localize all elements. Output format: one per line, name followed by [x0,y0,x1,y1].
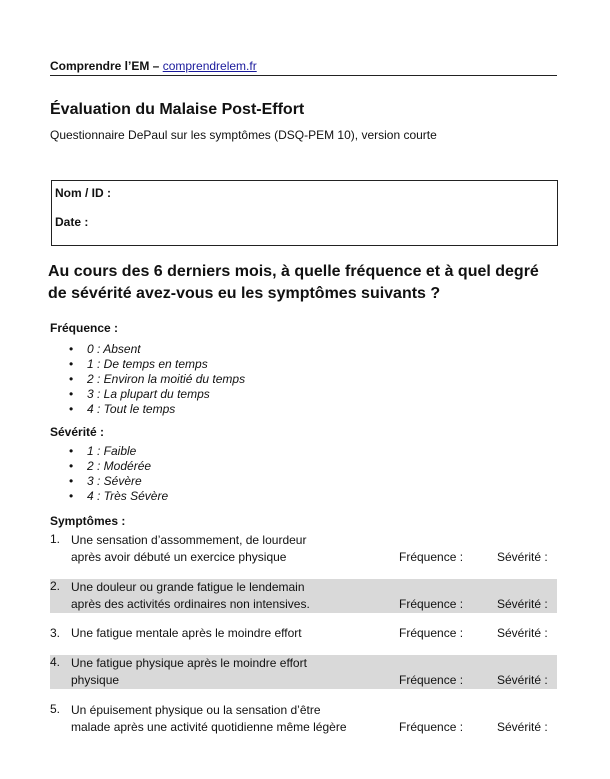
symptom-text-line: Une fatigue mentale après le moindre effort [71,626,302,640]
symptom-text-line: Une fatigue physique après le moindre effort [71,656,307,670]
page-title: Évaluation du Malaise Post-Effort [50,101,305,118]
severity-field[interactable]: Sévérité : [497,720,548,734]
symptom-text-line: après avoir débuté un exercice physique [71,550,287,564]
frequency-field[interactable]: Fréquence : [399,597,464,611]
frequency-field[interactable]: Fréquence : [399,626,464,640]
list-item: • 2 : Modérée [50,459,168,474]
page-subtitle: Questionnaire DePaul sur les symptômes (DSQ-PEM 10), version courte [50,128,437,142]
name-id-label: Nom / ID : [55,186,111,200]
symptom-row [50,532,557,566]
identification-box[interactable] [51,180,558,246]
symptom-text-line: après des activités ordinaires non intensives. [71,597,310,611]
frequency-label: Fréquence : [50,321,119,335]
list-item: • 0 : Absent [50,342,245,357]
site-header [50,59,557,76]
symptom-row [50,702,557,736]
site-brand: Comprendre l’EM – [50,59,163,73]
severity-field[interactable]: Sévérité : [497,626,548,640]
symptom-text-line: Une douleur ou grande fatigue le lendemain [71,580,305,594]
symptom-row [50,579,557,613]
severity-label: Sévérité : [50,425,105,439]
severity-scale-list [50,444,168,504]
frequency-field[interactable]: Fréquence : [399,550,464,564]
list-item: • 4 : Tout le temps [50,402,245,417]
frequency-scale-list [50,342,245,417]
symptom-row [50,655,557,689]
severity-field[interactable]: Sévérité : [497,597,548,611]
frequency-field[interactable]: Fréquence : [399,720,464,734]
severity-field[interactable]: Sévérité : [497,673,548,687]
symptom-text-line: physique [71,673,120,687]
list-item: • 1 : Faible [50,444,168,459]
date-label: Date : [55,215,89,229]
list-item: • 2 : Environ la moitié du temps [50,372,245,387]
question-heading: Au cours des 6 derniers mois, à quelle fréquence et à quel degré de sévérité avez-vous eu les symptômes suivants ? [48,263,539,302]
list-item: • 3 : Sévère [50,474,168,489]
site-link[interactable]: comprendrelem.fr [162,59,257,73]
list-item: • 1 : De temps en temps [50,357,245,372]
symptoms-label: Symptômes : [50,514,126,528]
list-item: • 3 : La plupart du temps [50,387,245,402]
symptom-row [50,625,557,642]
symptom-text-line: malade après une activité quotidienne même légère [71,720,347,734]
symptom-number: 3. [50,626,61,640]
symptom-text-line: Une sensation d’assommement, de lourdeur [71,533,307,547]
frequency-field[interactable]: Fréquence : [399,673,464,687]
symptom-text-line: Un épuisement physique ou la sensation d’être [71,703,321,717]
severity-field[interactable]: Sévérité : [497,550,548,564]
symptom-number: 5. [50,702,61,716]
list-item: • 4 : Très Sévère [50,489,168,504]
symptom-number: 2. [50,579,61,593]
symptom-number: 4. [50,655,61,669]
symptom-number: 1. [50,532,61,546]
